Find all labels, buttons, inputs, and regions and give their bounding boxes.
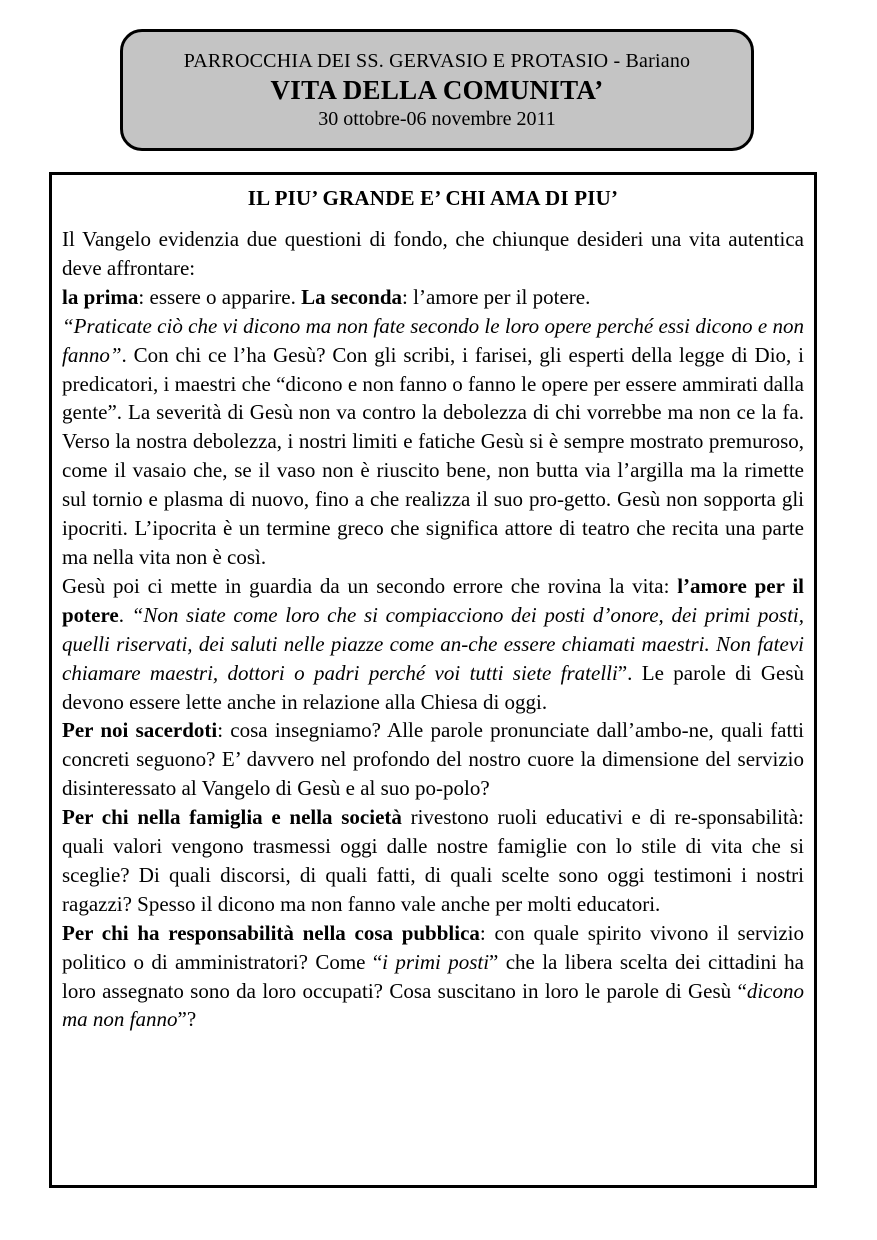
bulletin-title: VITA DELLA COMUNITA’ xyxy=(270,75,604,105)
text-run: : cosa insegniamo? Alle parole pronunciate dall’ambo-ne, quali fatti concreti seguono? E’ davvero nel profondo del nostro cuore la dimensione del servizio disinteressato al Vangelo di Gesù e al suo po-polo? xyxy=(62,718,804,801)
article-body xyxy=(62,225,804,1034)
bold-run: Per chi nella famiglia e nella società xyxy=(62,805,402,830)
italic-run: “Non siate come loro che si compiacciono dei posti d’onore, dei primi posti, quelli riservati, dei saluti nelle piazze come an-che essere chiamati maestri. Non fatevi chiamare maestri, dottori o padri perché voi tutti siete fratelli xyxy=(62,602,804,685)
text-run: Il Vangelo evidenzia due questioni di fondo, che chiunque desideri una vita autentica deve affrontare: xyxy=(62,227,804,280)
paragraph-priests xyxy=(62,716,804,803)
paragraph-public xyxy=(62,919,804,1035)
text-run: : con quale spirito vivono il servizio politico o di amministratori? Come “ xyxy=(62,920,804,974)
paragraph-intro xyxy=(62,225,804,283)
bold-run: la prima xyxy=(62,284,139,309)
parish-name: PARROCCHIA DEI SS. GERVASIO E PROTASIO - Bariano xyxy=(183,50,691,72)
paragraph-second-error xyxy=(62,572,804,717)
text-run: rivestono ruoli educativi e di re-sponsabilità: quali valori vengono trasmessi oggi dalle nostre famiglie con lo stile di vita che si sceglie? Di quali discorsi, di quali fatti, di quali scelte sono oggi testimoni i nostri ragazzi? Spesso il dicono ma non fanno vale anche per molti educatori. xyxy=(62,805,804,916)
bold-run: l’amore per il potere xyxy=(62,573,804,627)
text-run: . Con chi ce l’ha Gesù? Con gli scribi, i farisei, gli esperti della legge di Dio, i predicatori, i maestri che “dicono e non fanno o fanno le opere per essere ammirati dalla gente”. La severità di Gesù non va contro la debolezza di chi vorrebbe ma non ce la fa. Verso la nostra debolezza, i nostri limiti e fatiche Gesù si è sempre mostrato premuroso, come il vasaio che, se il vaso non è riuscito bene, non butta via l’argilla ma la rimette sul tornio e plasma di nuovo, fino a che realizza il suo pro-getto. Gesù non sopporta gli ipocriti. L’ipocrita è un termine greco che significa attore di teatro che recita una parte ma nella vita non è così. xyxy=(62,342,804,569)
article-box xyxy=(49,172,817,1188)
text-run: ” che la libera scelta dei cittadini ha loro assegnato sono da loro occupati? Cosa suscitano in loro le parole di Gesù “ xyxy=(62,949,804,1003)
paragraph-family xyxy=(62,803,804,919)
text-run: ”? xyxy=(177,1007,197,1032)
text-run: : essere o apparire. xyxy=(138,284,302,309)
text-run: . xyxy=(118,602,132,627)
bold-run: La seconda xyxy=(301,284,403,309)
italic-run: i primi posti xyxy=(382,949,490,974)
bold-run: Per noi sacerdoti xyxy=(62,718,218,743)
italic-run: dicono ma non fanno xyxy=(62,978,804,1032)
text-run: : l’amore per il potere. xyxy=(402,284,591,309)
bulletin-date: 30 ottobre-06 novembre 2011 xyxy=(318,108,556,130)
header-banner xyxy=(120,29,754,151)
article-title: IL PIU’ GRANDE E’ CHI AMA DI PIU’ xyxy=(247,186,619,210)
paragraph-quote xyxy=(62,312,804,572)
italic-run: “Praticate ciò che vi dicono ma non fate secondo le loro opere perché essi dicono e non fanno” xyxy=(62,313,804,367)
text-run: ”. Le parole di Gesù devono essere lette anche in relazione alla Chiesa di oggi. xyxy=(62,660,805,714)
text-run: Gesù poi ci mette in guardia da un secondo errore che rovina la vita: xyxy=(62,573,678,598)
bold-run: Per chi ha responsabilità nella cosa pubblica xyxy=(62,920,480,945)
paragraph-questions xyxy=(62,283,804,312)
